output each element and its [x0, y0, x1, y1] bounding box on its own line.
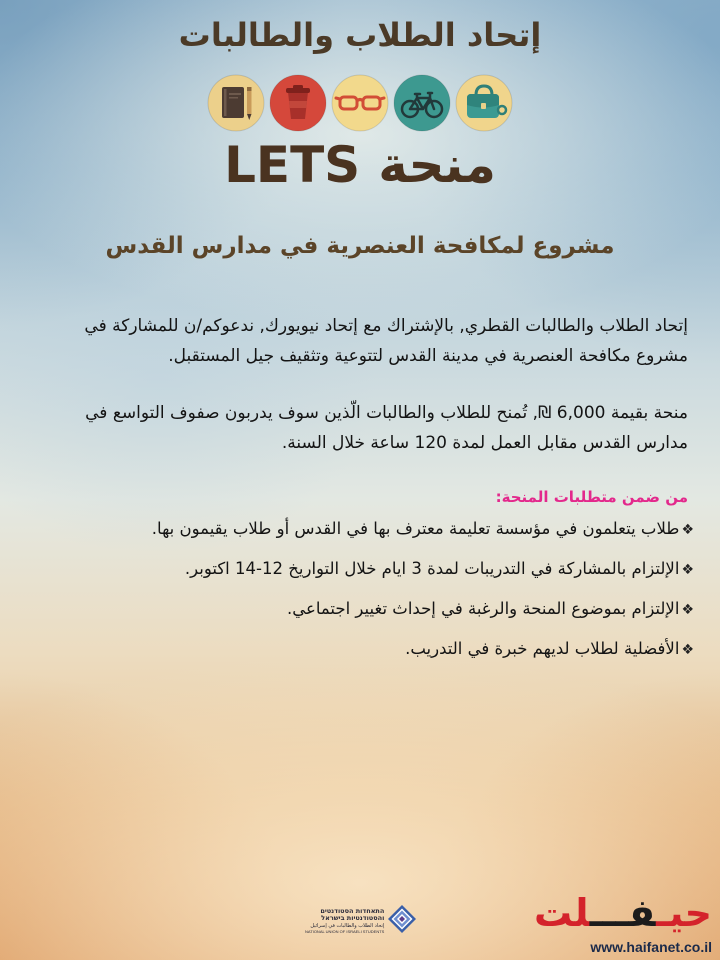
- diamond-logo-icon: [387, 904, 417, 938]
- grant-title-word: منحة: [378, 136, 496, 194]
- bullet-icon: ❖: [681, 522, 694, 538]
- requirements-heading: من ضمن متطلبات المنحة:: [495, 488, 688, 506]
- haifanet-logo-part: حيـ: [656, 891, 712, 935]
- requirement-item: [36, 596, 694, 623]
- requirement-item: [36, 636, 694, 663]
- requirement-item: [36, 516, 694, 543]
- notebook-icon: [207, 74, 265, 132]
- bicycle-icon: [393, 74, 451, 132]
- haifanet-url: www.haifanet.co.il: [590, 939, 712, 955]
- page-title: إتحاد الطلاب والطالبات: [178, 16, 542, 54]
- requirement-text: الإلتزام بالمشاركة في التدريبات لمدة 3 ايام خلال التواريخ 12-14 اكتوبر.: [184, 559, 680, 578]
- haifanet-logo-text: [534, 890, 712, 936]
- bullet-icon: ❖: [681, 602, 694, 618]
- union-name-hebrew-1: התאחדות הסטודנטים: [320, 906, 385, 915]
- requirements-list: [36, 516, 694, 663]
- haifanet-logo-part: لت: [534, 891, 590, 935]
- bag-icon: [455, 74, 513, 132]
- haifanet-logo: [534, 890, 712, 956]
- glasses-icon: [331, 74, 389, 132]
- grant-details-paragraph: منحة بقيمة 6,000 ₪, تُمنح للطلاب والطالبات الّذين سوف يدربون صفوف التواسع في مدارس القدس مقابل العمل لمدة 120 ساعة خلال السنة.: [85, 403, 688, 453]
- project-subtitle: مشروع لمكافحة العنصرية في مدارس القدس: [105, 233, 615, 259]
- requirement-item: [36, 556, 694, 583]
- student-union-logo: [305, 904, 417, 938]
- intro-paragraph: إتحاد الطلاب والطالبات القطري, بالإشتراك مع إتحاد نيويورك, ندعوكم/ن للمشاركة في مشروع مكافحة العنصرية في مدينة القدس لتتوعية وتثقيف جيل المستقبل.: [84, 316, 688, 366]
- union-name-hebrew-2: והסטודנטיות בישראל: [321, 914, 385, 923]
- bullet-icon: ❖: [681, 642, 694, 658]
- grant-title-acronym: LETS: [224, 136, 361, 194]
- union-name-english: NATIONAL UNION OF ISRAELI STUDENTS: [305, 929, 385, 935]
- grant-title: [0, 132, 720, 198]
- cup-icon: [269, 74, 327, 132]
- requirement-text: الأفضلية لطلاب لديهم خبرة في التدريب.: [405, 639, 680, 658]
- union-name-arabic: إتحاد الطلاب والطالبات في إسرائيل: [310, 922, 385, 929]
- requirement-text: طلاب يتعلمون في مؤسسة تعليمة معترف بها في القدس أو طلاب يقيمون بها.: [151, 519, 680, 538]
- student-union-logo-text: [305, 908, 384, 935]
- haifanet-logo-part: فـــ: [589, 891, 657, 935]
- content-body: [36, 311, 694, 676]
- bullet-icon: ❖: [681, 562, 694, 578]
- requirement-text: الإلتزام بموضوع المنحة والرغبة في إحداث تغيير اجتماعي.: [287, 599, 680, 618]
- icon-row: [0, 74, 720, 132]
